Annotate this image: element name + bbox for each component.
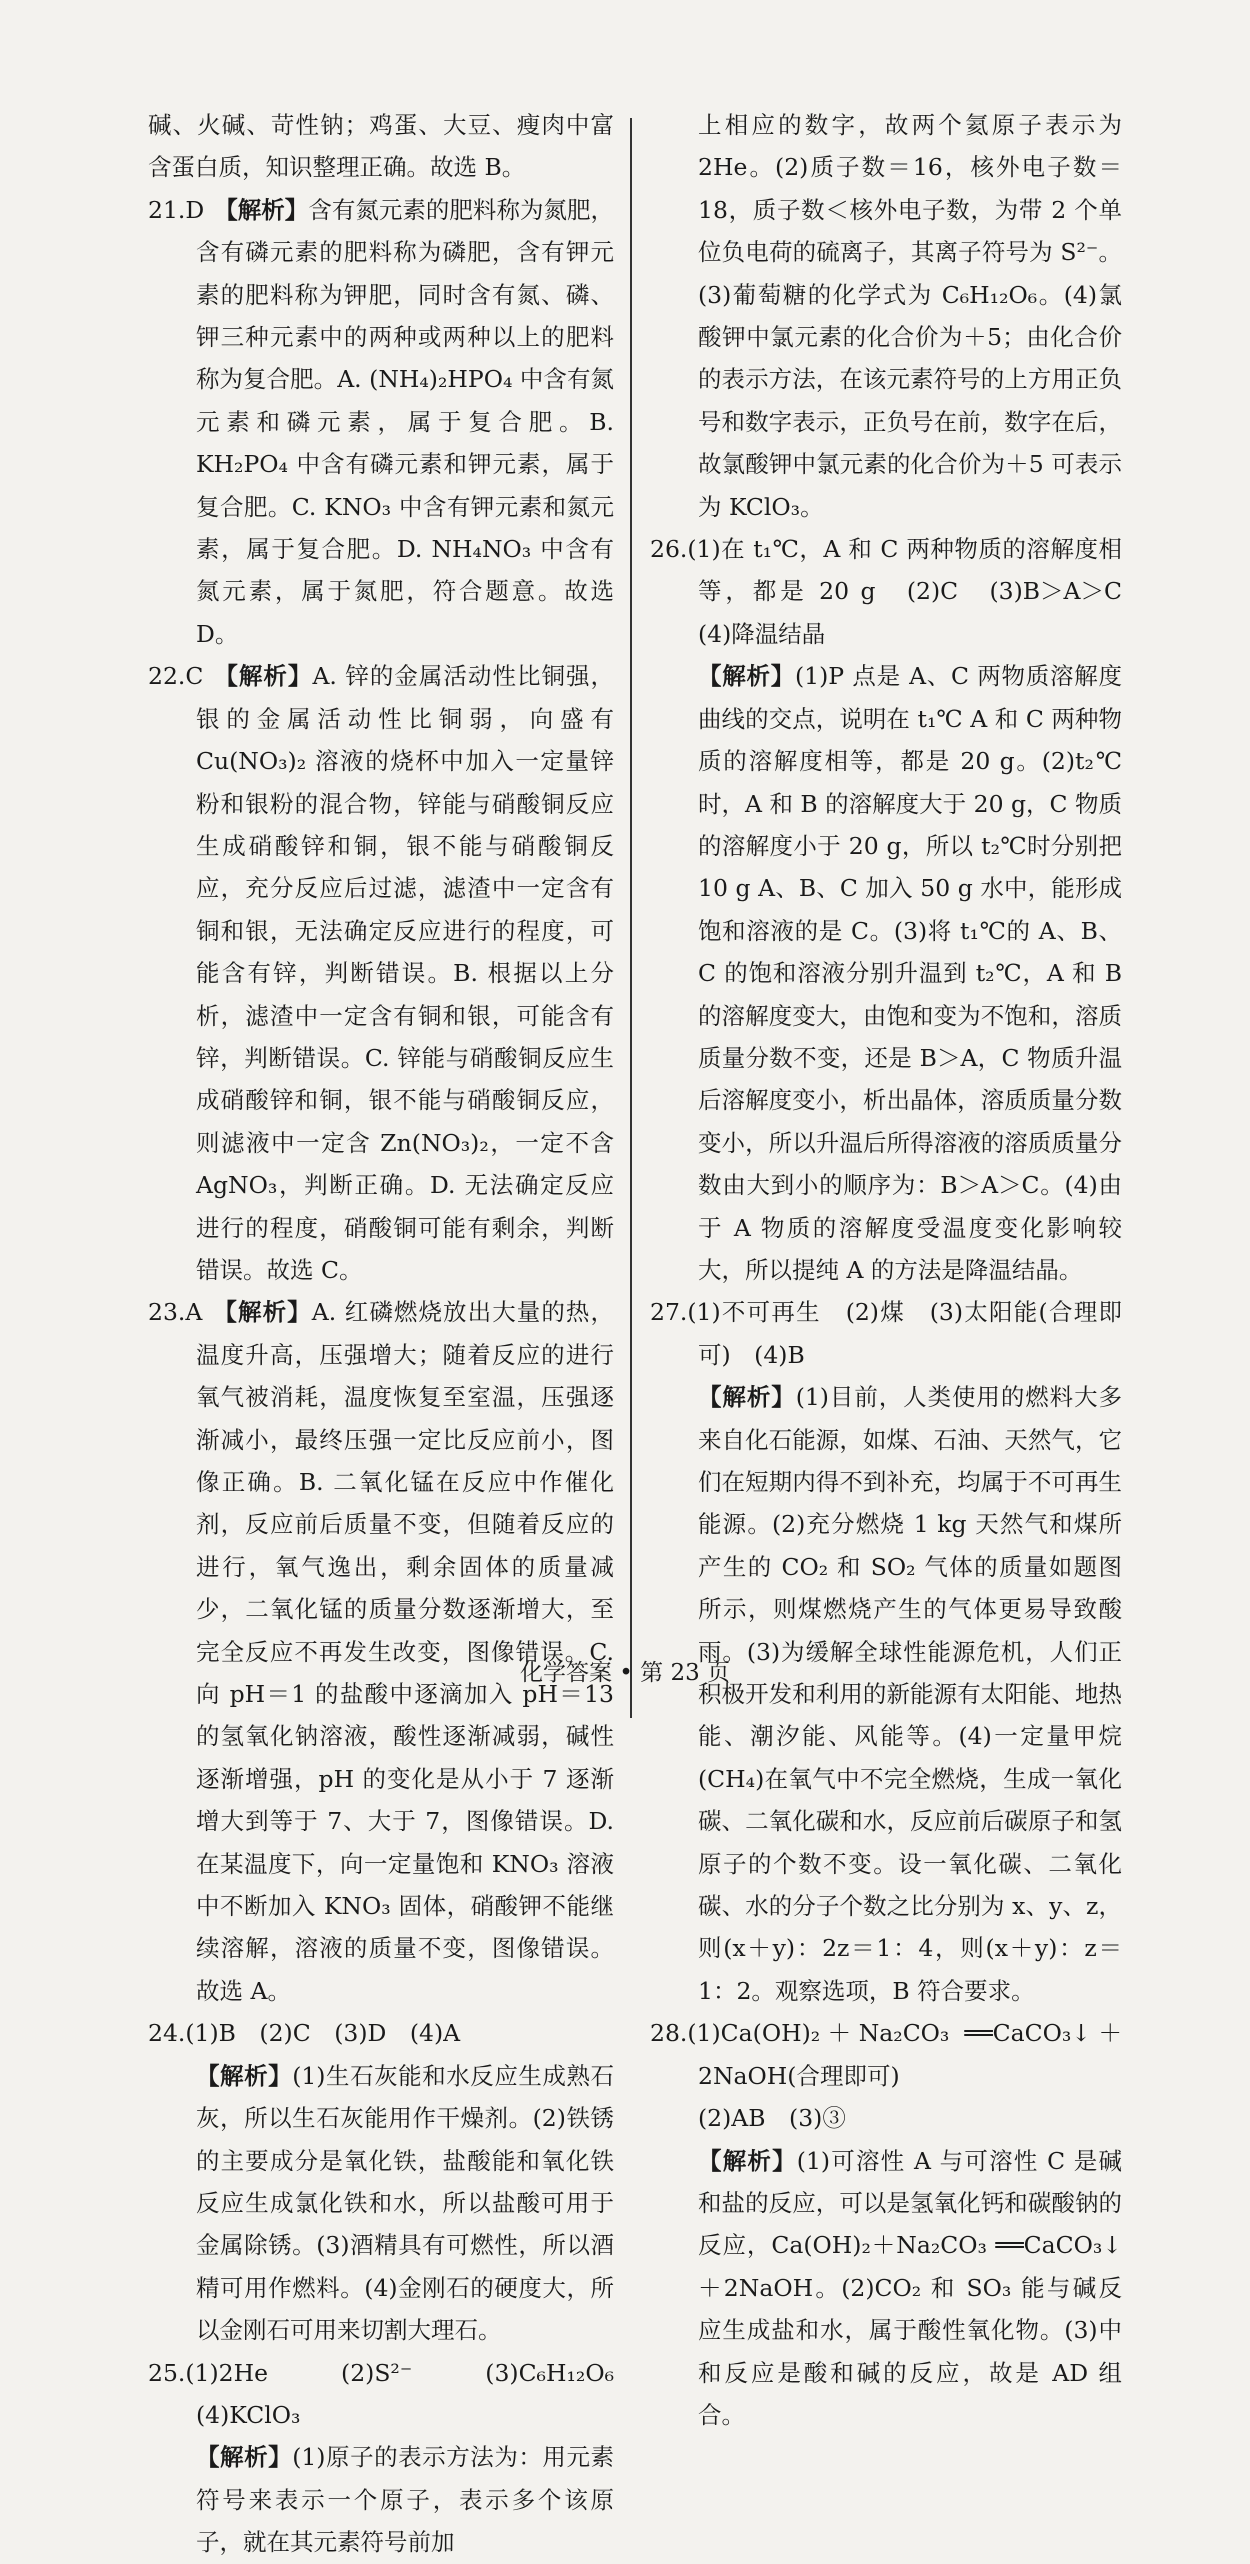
column-divider (630, 118, 632, 1718)
q21-analysis-tag: 【解析】 (214, 195, 309, 224)
q26-analysis-text: (1)P 点是 A、C 两物质溶解度曲线的交点，说明在 t₁℃ A 和 C 两种物质的溶解度相等，都是 20 g。(2)t₂℃时，A 和 B 的溶解度大于 20 g，C 物质的溶解度小于 20 g，所以 t₂℃时分别把 10 g A、B、C 加入 50 g 水中，能形成饱和溶液的是 C。(3)将 t₁℃的 A、B、C 的饱和溶液分别升温到 t₂℃，A 和 B 的溶解度变大，由饱和变为不饱和，溶质质量分数不变，还是 B＞A，C 物质升温后溶解度变小，析出晶体，溶质质量分数变小，所以升温后所得溶液的溶质质量分数由大到小的顺序为：B＞A＞C。(4)由于 A 物质的溶解度受温度变化影响较大，所以提纯 A 的方法是降温结晶。 (698, 662, 1123, 1284)
q28-number: 28. (650, 2019, 688, 2048)
question-24 (148, 2012, 614, 2054)
q25-number: 25. (148, 2358, 186, 2387)
footer-subject: 化学答案 (519, 1660, 612, 1686)
q28-analysis-tag: 【解析】 (698, 2146, 797, 2175)
q21-answer: D (185, 195, 205, 224)
left-column (148, 104, 638, 2564)
q24-number: 24. (148, 2019, 186, 2048)
q27-analysis (650, 1376, 1122, 2012)
q21-number: 21. (148, 195, 186, 224)
footer-page-number: 第 23 页 (640, 1660, 731, 1686)
q22-number: 22. (148, 662, 186, 691)
q24-analysis-tag: 【解析】 (196, 2061, 293, 2090)
question-28 (650, 2012, 1122, 2097)
q22-analysis-text: A. 锌的金属活动性比铜强，银的金属活动性比铜弱，向盛有 Cu(NO₃)₂ 溶液的烧杯中加入一定量锌粉和银粉的混合物，锌能与硝酸铜反应生成硝酸锌和铜，银不能与硝酸铜反应，充分反应后过滤，滤渣中一定含有铜和银，无法确定反应进行的程度，可能含有锌，判断错误。B. 根据以上分析，滤渣中一定含有铜和银，可能含有锌，判断错误。C. 锌能与硝酸铜反应生成硝酸锌和铜，银不能与硝酸铜反应，则滤液中一定含 Zn(NO₃)₂，一定不含 AgNO₃，判断正确。D. 无法确定反应进行的程度，硝酸铜可能有剩余，判断错误。故选 C。 (196, 662, 614, 1284)
q24-analysis (148, 2055, 614, 2352)
q25-analysis (148, 2436, 614, 2563)
footer-separator: • (619, 1660, 633, 1686)
q27-number: 27. (650, 1298, 688, 1327)
q26-analysis (650, 655, 1122, 1291)
q23-analysis-tag: 【解析】 (212, 1298, 312, 1327)
question-27 (650, 1291, 1122, 1376)
q24-answer: (1)B (2)C (3)D (4)A (185, 2019, 461, 2048)
question-25 (148, 2352, 638, 2437)
q25-analysis-text: (1)原子的表示方法为：用元素符号来表示一个原子，表示多个该原子，就在其元素符号前加 (196, 2443, 615, 2557)
q25-continuation: 上相应的数字，故两个氦原子表示为 2He。(2)质子数＝16，核外电子数＝18，质子数＜核外电子数，为带 2 个单位负电荷的硫离子，其离子符号为 S²⁻。(3)葡萄糖的化学式为 C₆H₁₂O₆。(4)氯酸钾中氯元素的化合价为＋5；由化合价的表示方法，在该元素符号的上方用正负号和数字表示，正负号在前，数字在后，故氯酸钾中氯元素的化合价为＋5 可表示为 KClO₃。 (698, 111, 1122, 521)
q23-answer: A (185, 1298, 203, 1327)
q25-analysis-tag: 【解析】 (196, 2443, 293, 2472)
q28-answer: (1)Ca(OH)₂＋Na₂CO₃ ══CaCO₃↓＋2NaOH(合理即可) (687, 2019, 1122, 2090)
q23-number: 23. (148, 1298, 186, 1327)
page-footer (0, 1654, 1250, 1687)
q24-analysis-text: (1)生石灰能和水反应生成熟石灰，所以生石灰能用作干燥剂。(2)铁锈的主要成分是氧化铁，盐酸能和氧化铁反应生成氯化铁和水，所以盐酸可用于金属除锈。(3)酒精具有可燃性，所以酒精可用作燃料。(4)金刚石的硬度大，所以金刚石可用来切割大理石。 (196, 2061, 615, 2345)
q27-answer: (1)不可再生 (2)煤 (3)太阳能(合理即可) (4)B (687, 1298, 1122, 1369)
q25-answer: (1)2He (2)S²⁻ (3)C₆H₁₂O₆ (4)KClO₃ (185, 2358, 638, 2429)
q27-analysis-text: (1)目前，人类使用的燃料大多来自化石能源，如煤、石油、天然气，它们在短期内得不到补充，均属于不可再生能源。(2)充分燃烧 1 kg 天然气和煤所产生的 CO₂ 和 SO₂ 气体的质量如题图所示，则煤燃烧产生的气体更易导致酸雨。(3)为缓解全球性能源危机，人们正积极开发和利用的新能源有太阳能、地热能、潮汐能、风能等。(4)一定量甲烷(CH₄)在氧气中不完全燃烧，生成一氧化碳、二氧化碳和水，反应前后碳原子和氢原子的个数不变。设一氧化碳、二氧化碳、水的分子个数之比分别为 x、y、z，则(x＋y)：2z＝1：4，则(x＋y)：z＝1：2。观察选项，B 符合要求。 (698, 1383, 1123, 2005)
q26-number: 26. (650, 535, 688, 564)
q28-analysis (650, 2140, 1122, 2437)
q22-answer: C (185, 662, 204, 691)
question-21 (148, 189, 614, 655)
question-22 (148, 655, 614, 1291)
q23-analysis-text: A. 红磷燃烧放出大量的热，温度升高，压强增大；随着反应的进行氧气被消耗，温度恢复至室温，压强逐渐减小，最终压强一定比反应前小，图像正确。B. 二氧化锰在反应中作催化剂，反应前后质量不变，但随着反应的进行，氧气逸出，剩余固体的质量减少，二氧化锰的质量分数逐渐增大，至完全反应不再发生改变，图像错误。C. 向 pH＝1 的盐酸中逐滴加入 pH＝13 的氢氧化钠溶液，酸性逐渐减弱，碱性逐渐增强，pH 的变化是从小于 7 逐渐增大到等于 7、大于 7，图像错误。D. 在某温度下，向一定量饱和 KNO₃ 溶液中不断加入 KNO₃ 固体，硝酸钾不能继续溶解，溶液的质量不变，图像错误。故选 A。 (196, 1298, 614, 2005)
q26-answer: (1)在 t₁℃，A 和 C 两种物质的溶解度相等，都是 20 g (2)C (3)B＞A＞C (4)降温结晶 (687, 535, 1146, 648)
q27-analysis-tag: 【解析】 (698, 1383, 796, 1412)
q26-analysis-tag: 【解析】 (698, 662, 796, 691)
q22-analysis-tag: 【解析】 (213, 662, 313, 691)
right-column (650, 104, 1146, 2436)
q28-answer-2: (2)AB (3)③ (698, 2104, 846, 2133)
q21-analysis-text: 含有氮元素的肥料称为氮肥，含有磷元素的肥料称为磷肥，含有钾元素的肥料称为钾肥，同时含有氮、磷、钾三种元素中的两种或两种以上的肥料称为复合肥。A. (NH₄)₂HPO₄ 中含有氮元素和磷元素，属于复合肥。B. KH₂PO₄ 中含有磷元素和钾元素，属于复合肥。C. KNO₃ 中含有钾元素和氮元素，属于复合肥。D. NH₄NO₃ 中含有氮元素，属于氮肥，符合题意。故选 D。 (196, 195, 615, 648)
question-26 (650, 528, 1146, 655)
intro-continuation: 碱、火碱、苛性钠；鸡蛋、大豆、瘦肉中富含蛋白质，知识整理正确。故选 B。 (148, 111, 614, 182)
q28-analysis-text: (1)可溶性 A 与可溶性 C 是碱和盐的反应，可以是氢氧化钙和碳酸钠的反应，Ca(OH)₂＋Na₂CO₃ ══CaCO₃↓＋2NaOH。(2)CO₂ 和 SO₃ 能与碱反应生成盐和水，属于酸性氧化物。(3)中和反应是酸和碱的反应，故是 AD 组合。 (698, 2146, 1122, 2429)
question-23 (148, 1291, 614, 2012)
